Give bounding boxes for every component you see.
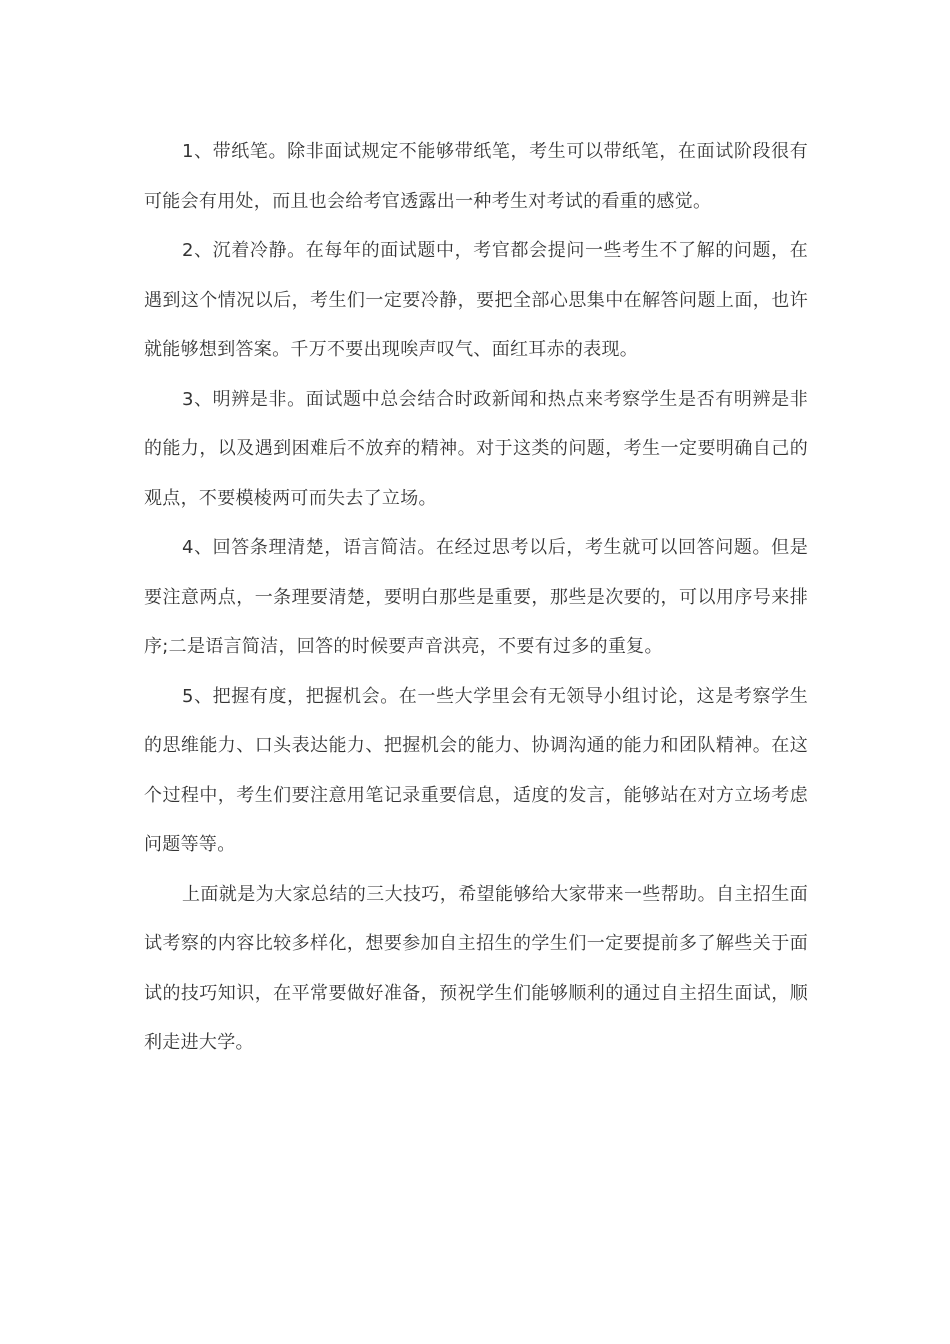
paragraph-tip-3: 3、明辨是非。面试题中总会结合时政新闻和热点来考察学生是否有明辨是非的能力，以及遇到困难后不放弃的精神。对于这类的问题，考生一定要明确自己的观点，不要模棱两可而失去了立场。 [144, 388, 808, 509]
paragraph-tip-2: 2、沉着冷静。在每年的面试题中，考官都会提问一些考生不了解的问题，在遇到这个情况以后，考生们一定要冷静，要把全部心思集中在解答问题上面，也许就能够想到答案。千万不要出现唉声叹气、面红耳赤的表现。 [144, 240, 808, 360]
paragraph-tip-5: 5、把握有度，把握机会。在一些大学里会有无领导小组讨论，这是考察学生的思维能力、口头表达能力、把握机会的能力、协调沟通的能力和团队精神。在这个过程中，考生们要注意用笔记录重要信息，适度的发言，能够站在对方立场考虑问题等等。 [144, 685, 808, 855]
paragraph-summary: 上面就是为大家总结的三大技巧，希望能够给大家带来一些帮助。自主招生面试考察的内容比较多样化，想要参加自主招生的学生们一定要提前多了解些关于面试的技巧知识，在平常要做好准备，预祝学生们能够顺利的通过自主招生面试，顺利走进大学。 [144, 883, 808, 1053]
paragraph-tip-1: 1、带纸笔。除非面试规定不能够带纸笔，考生可以带纸笔，在面试阶段很有可能会有用处，而且也会给考官透露出一种考生对考试的看重的感觉。 [144, 141, 808, 212]
document-body [144, 127, 808, 1068]
paragraph-tip-4: 4、回答条理清楚，语言简洁。在经过思考以后，考生就可以回答问题。但是要注意两点，一条理要清楚，要明白那些是重要，那些是次要的，可以用序号来排序;二是语言简洁，回答的时候要声音洪亮，不要有过多的重复。 [144, 537, 808, 657]
